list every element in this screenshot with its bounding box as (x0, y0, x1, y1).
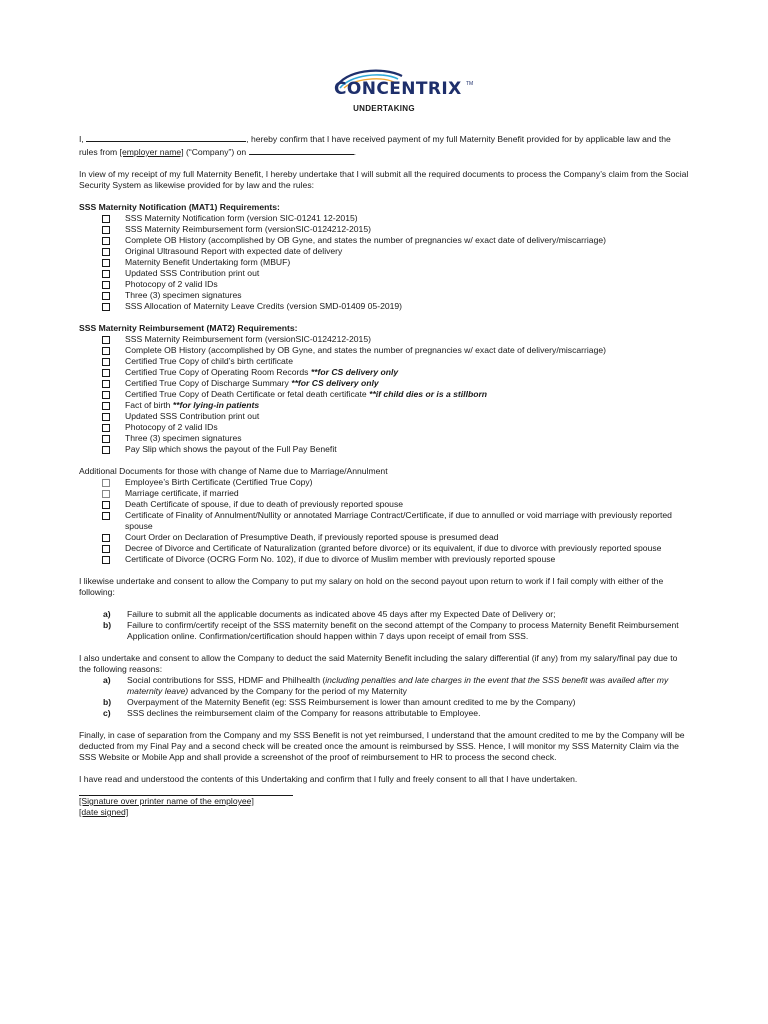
checklist-item (79, 433, 689, 444)
checkbox-icon[interactable] (102, 292, 110, 300)
checkbox-icon[interactable] (102, 545, 110, 553)
checklist-item-text: Complete OB History (accomplished by OB Gyne, and states the number of pregnancies w/ exact date of delivery/miscarriage) (125, 345, 606, 355)
checklist-item (79, 400, 689, 411)
checkbox-icon[interactable] (102, 556, 110, 564)
checklist-item-note: **for lying-in patients (172, 400, 260, 410)
checklist-item (79, 213, 689, 224)
checklist-item (79, 444, 689, 455)
checkbox-icon[interactable] (102, 358, 110, 366)
checklist-item-text: SSS Maternity Notification form (version SIC-01241 12-2015) (125, 213, 358, 223)
checklist-item-note: **for CS delivery only (310, 367, 399, 377)
checklist-item-note: **if child dies or is a stillborn (369, 389, 488, 399)
checklist-item-text: Complete OB History (accomplished by OB Gyne, and states the number of pregnancies w/ exact date of delivery/miscarriage) (125, 235, 606, 245)
lettered-item-text: Failure to confirm/certify receipt of the SSS maternity benefit on the second attempt of the Company to process Maternity Benefit Reimbursement Application online. Confirmation/certification should happen within 7 days upon receipt of email from SSS. (127, 620, 679, 641)
document-title: UNDERTAKING (353, 104, 415, 113)
mat2-heading: SSS Maternity Reimbursement (MAT2) Requirements: (79, 323, 298, 333)
lettered-item-text: Social contributions for SSS, HDMF and Philhealth ( (127, 675, 326, 685)
intro-paragraph-1 (79, 132, 689, 158)
checklist-item (79, 356, 689, 367)
lettered-item (79, 697, 689, 708)
checklist-item (79, 224, 689, 235)
checklist-item (79, 411, 689, 422)
checkbox-icon[interactable] (102, 479, 110, 487)
checklist-item-text: Certified True Copy of Operating Room Records (125, 367, 311, 377)
lettered-item (79, 620, 689, 642)
concentrix-logo (330, 66, 480, 100)
checklist-item (79, 235, 689, 246)
checkbox-icon[interactable] (102, 281, 110, 289)
checkbox-icon[interactable] (102, 512, 110, 520)
additional-docs-heading: Additional Documents for those with change of Name due to Marriage/Annulment (79, 466, 388, 476)
additional-docs-checklist (79, 477, 689, 565)
checkbox-icon[interactable] (102, 490, 110, 498)
lettered-item-text: Failure to submit all the applicable documents as indicated above 45 days after my Expected Date of Delivery or; (127, 609, 556, 619)
item-letter: a) (103, 609, 111, 619)
checklist-item-text: Pay Slip which shows the payout of the Full Pay Benefit (125, 444, 337, 454)
checklist-item (79, 290, 689, 301)
checklist-item-text: Photocopy of 2 valid IDs (125, 279, 218, 289)
checkbox-icon[interactable] (102, 248, 110, 256)
checklist-item-text: Updated SSS Contribution print out (125, 411, 260, 421)
checklist-item-text: Photocopy of 2 valid IDs (125, 422, 218, 432)
checkbox-icon[interactable] (102, 435, 110, 443)
item-letter: b) (103, 697, 112, 707)
checklist-item-text: Court Order on Declaration of Presumptive Death, if previously reported spouse is presumed dead (125, 532, 499, 542)
checkbox-icon[interactable] (102, 270, 110, 278)
checklist-item-text: Certified True Copy of Discharge Summary (125, 378, 292, 388)
checkbox-icon[interactable] (102, 501, 110, 509)
signature-name-label: [Signature over printer name of the employee] (79, 796, 254, 806)
checkbox-icon[interactable] (102, 237, 110, 245)
checklist-item-text: Certificate of Finality of Annulment/Nullity or annotated Marriage Contract/Certificate, if due to annulled or void marriage with previously reported spouse (125, 510, 672, 531)
checklist-item (79, 488, 689, 499)
checklist-item (79, 389, 689, 400)
intro-text: . (353, 147, 356, 157)
intro-text: I, (79, 134, 87, 144)
logo-trademark: TM (466, 81, 474, 87)
checklist-item (79, 345, 689, 356)
lettered-item-text: SSS declines the reimbursement claim of the Company for reasons attributable to Employee. (127, 708, 481, 718)
checkbox-icon[interactable] (102, 446, 110, 454)
lettered-item (79, 675, 689, 697)
checklist-item-text: Marriage certificate, if married (125, 488, 239, 498)
checkbox-icon[interactable] (102, 259, 110, 267)
checklist-item-text: SSS Maternity Reimbursement form (versionSIC-0124212-2015) (125, 334, 371, 344)
checkbox-icon[interactable] (102, 402, 110, 410)
checklist-item-text: Fact of birth (125, 400, 173, 410)
item-letter: c) (103, 708, 111, 718)
mat1-heading: SSS Maternity Notification (MAT1) Requirements: (79, 202, 280, 212)
mat2-checklist (79, 334, 689, 455)
checklist-item (79, 499, 689, 510)
checkbox-icon[interactable] (102, 347, 110, 355)
mat1-checklist (79, 213, 689, 312)
checkbox-icon[interactable] (102, 369, 110, 377)
checklist-item-text: Three (3) specimen signatures (125, 433, 242, 443)
employee-name-blank (86, 132, 246, 142)
checklist-item-text: Certified True Copy of child’s birth certificate (125, 356, 293, 366)
lettered-item-text: including penalties and late charges in the event that the SSS benefit was availed after my maternity leave) (127, 675, 669, 696)
checklist-item (79, 378, 689, 389)
checklist-item-text: Updated SSS Contribution print out (125, 268, 260, 278)
intro-paragraph-2: In view of my receipt of my full Maternity Benefit, I hereby undertake that I will submit all the required documents to process the Company’s claim from the Social Security System as likewise provided for by law and the rules: (79, 169, 689, 190)
signature-date-label: [date signed] (79, 807, 129, 817)
checklist-item (79, 510, 689, 532)
employer-name-placeholder: [employer name] (119, 147, 184, 157)
checklist-item-note: **for CS delivery only (291, 378, 379, 388)
failure-conditions-list (79, 609, 689, 642)
checklist-item (79, 334, 689, 345)
checklist-item-text: Decree of Divorce and Certificate of Naturalization (granted before divorce) or its equivalent, if due to divorce with previously reported spouse (125, 543, 662, 553)
checklist-item (79, 543, 689, 554)
intro-text: , hereby confirm that I have received payment of my full Maternity Benefit provided for by applicable law and the rules from (79, 134, 671, 157)
checklist-item-text: Employee’s Birth Certificate (Certified True Copy) (125, 477, 313, 487)
checkbox-icon[interactable] (102, 534, 110, 542)
checklist-item-text: Certified True Copy of Death Certificate or fetal death certificate (125, 389, 370, 399)
checklist-item-text: Death Certificate of spouse, if due to death of previously reported spouse (125, 499, 404, 509)
checklist-item (79, 268, 689, 279)
checkbox-icon[interactable] (102, 303, 110, 311)
checklist-item (79, 246, 689, 257)
checklist-item-text: Three (3) specimen signatures (125, 290, 242, 300)
checkbox-icon[interactable] (102, 226, 110, 234)
consent-paragraph-2: I also undertake and consent to allow the Company to deduct the said Maternity Benefit including the salary differential (if any) from my salary/final pay due to the following reasons: (79, 653, 678, 674)
checkbox-icon[interactable] (102, 380, 110, 388)
item-letter: a) (103, 675, 111, 685)
lettered-item (79, 609, 689, 620)
checklist-item-text: SSS Maternity Reimbursement form (versionSIC-0124212-2015) (125, 224, 371, 234)
consent-paragraph-4: I have read and understood the contents of this Undertaking and confirm that I fully and freely consent to all that I have undertaken. (79, 774, 578, 784)
checkbox-icon[interactable] (102, 413, 110, 421)
checkbox-icon[interactable] (102, 391, 110, 399)
item-letter: b) (103, 620, 112, 630)
checkbox-icon[interactable] (102, 424, 110, 432)
checklist-item-text: Maternity Benefit Undertaking form (MBUF) (125, 257, 291, 267)
consent-paragraph-3: Finally, in case of separation from the Company and my SSS Benefit is not yet reimbursed, I understand that the amount credited to me by the Company will be deducted from my Final Pay and a second check will be created once the amount is reimbursed by SSS. Hence, I will monitor my SSS Maternity Claim via the SSS Website or Mobile App and shall provide a screenshot of the proof of reimbursement to HR to process the second check. (79, 730, 685, 762)
deduction-reasons-list (79, 675, 689, 719)
checklist-item-text: SSS Allocation of Maternity Leave Credits (version SMD-01409 05-2019) (125, 301, 403, 311)
checklist-item (79, 554, 689, 565)
checklist-item (79, 367, 689, 378)
intro-text: (“Company”) on (183, 147, 249, 157)
checklist-item-text: Original Ultrasound Report with expected date of delivery (125, 246, 343, 256)
logo-wordmark: CONCENTRIX (334, 79, 462, 99)
lettered-item-text: advanced by the Company for the period of my Maternity (188, 686, 407, 696)
checklist-item-text: Certificate of Divorce (OCRG Form No. 102), if due to divorce of Muslim member with previously reported spouse (125, 554, 556, 564)
checkbox-icon[interactable] (102, 215, 110, 223)
lettered-item (79, 708, 689, 719)
checkbox-icon[interactable] (102, 336, 110, 344)
consent-paragraph-1: I likewise undertake and consent to allow the Company to put my salary on hold on the second payout upon return to work if I fail comply with either of the following: (79, 576, 664, 597)
checklist-item (79, 422, 689, 433)
checklist-item (79, 532, 689, 543)
checklist-item (79, 257, 689, 268)
checklist-item (79, 477, 689, 488)
document-body (79, 132, 689, 818)
payment-date-blank (249, 145, 354, 155)
lettered-item-text: Overpayment of the Maternity Benefit (eg: SSS Reimbursement is lower than amount credited to me by the Company) (127, 697, 576, 707)
checklist-item (79, 301, 689, 312)
checklist-item (79, 279, 689, 290)
